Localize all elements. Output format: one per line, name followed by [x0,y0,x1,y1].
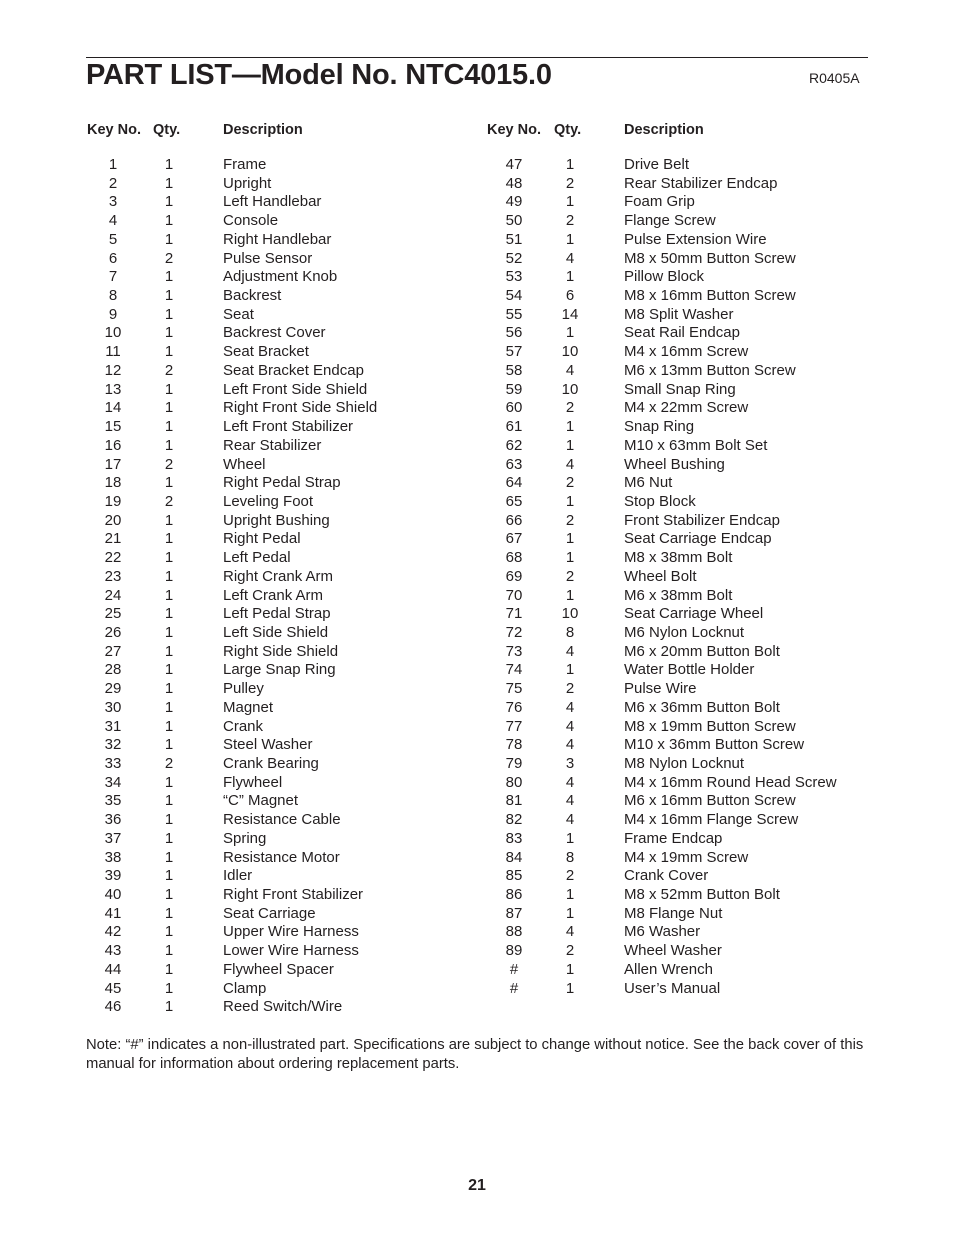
quantity: 4 [565,698,575,716]
part-description: M4 x 16mm Flange Screw [624,811,799,829]
part-description: Crank Cover [624,867,709,885]
key-number: 7 [108,268,118,286]
key-number: 44 [104,960,122,978]
part-description: Right Front Side Shield [223,399,378,417]
quantity: 4 [565,792,575,810]
part-description: Stop Block [624,492,696,510]
part-description: Left Pedal [223,549,291,567]
key-number: 43 [104,942,122,960]
quantity: 2 [565,511,575,529]
quantity: 2 [164,249,174,267]
quantity: 1 [164,511,174,529]
part-description: Pulse Wire [624,680,697,698]
part-description: Foam Grip [624,193,695,211]
part-description: Crank [223,717,264,735]
part-description: Right Crank Arm [223,567,334,585]
key-number: 82 [505,811,523,829]
quantity: 1 [565,324,575,342]
quantity: 1 [164,305,174,323]
key-number: 16 [104,436,122,454]
key-number: 12 [104,361,122,379]
part-description: Pulse Extension Wire [624,230,767,248]
part-description: M4 x 16mm Round Head Screw [624,773,837,791]
quantity: 2 [565,174,575,192]
quantity: 1 [164,717,174,735]
key-number: 84 [505,848,523,866]
part-description: Frame Endcap [624,829,723,847]
part-description: M6 Nylon Locknut [624,623,745,641]
footnote: Note: “#” indicates a non-illustrated part. Specifications are subject to change without notice. See the back cover of this manual for information about ordering replacement parts. [86,1037,864,1072]
key-number: 34 [104,773,122,791]
quantity: 10 [561,605,579,623]
header-key-no: Key No. [487,122,541,138]
quantity: 1 [565,436,575,454]
quantity: 2 [565,867,575,885]
part-description: Upright Bushing [223,511,330,529]
quantity: 1 [164,324,174,342]
quantity: 1 [565,979,575,997]
part-description: Right Front Stabilizer [223,886,364,904]
key-number: 29 [104,680,122,698]
part-description: M6 Washer [624,923,701,941]
part-description: Seat Carriage Endcap [624,530,772,548]
quantity: 1 [164,867,174,885]
quantity: 2 [565,942,575,960]
key-number: # [509,979,519,997]
quantity: 2 [164,492,174,510]
part-description: M10 x 63mm Bolt Set [624,436,768,454]
part-description: “C” Magnet [223,792,299,810]
quantity: 4 [565,717,575,735]
key-number: 67 [505,530,523,548]
part-description: Drive Belt [624,156,690,173]
key-number: 2 [108,174,118,192]
key-number: 25 [104,605,122,623]
quantity: 10 [561,343,579,361]
part-description: M8 x 19mm Button Screw [624,717,796,735]
quantity: 1 [164,380,174,398]
quantity: 1 [164,605,174,623]
key-number: 18 [104,474,122,492]
quantity: 1 [164,773,174,791]
quantity: 4 [565,249,575,267]
key-number: 49 [505,193,523,211]
key-number: 6 [108,249,118,267]
quantity: 4 [565,361,575,379]
header-description: Description [223,122,303,138]
part-description: Right Pedal Strap [223,474,341,492]
key-number: 64 [505,474,523,492]
part-description: Seat [223,305,254,323]
key-number: 63 [505,455,523,473]
key-number: 79 [505,755,523,772]
key-number: 86 [505,886,523,904]
quantity: 1 [164,193,174,211]
part-description: Steel Washer [223,736,313,754]
key-number: 26 [104,623,122,641]
part-description: Spring [223,829,267,847]
key-number: 11 [105,343,121,361]
key-number: 41 [104,904,122,922]
quantity: 1 [565,193,575,211]
part-description: M8 x 38mm Bolt [624,549,733,567]
quantity: 2 [565,399,575,417]
part-description: Allen Wrench [624,960,713,978]
quantity: 6 [565,287,575,305]
part-description: M4 x 16mm Screw [624,343,749,361]
key-number: 36 [104,811,122,829]
quantity: 1 [565,268,575,286]
quantity: 4 [565,455,575,473]
quantity: 1 [164,343,174,361]
key-number: 46 [104,998,122,1016]
quantity: 1 [164,287,174,305]
part-description: Clamp [223,979,267,997]
quantity: 1 [565,960,575,978]
quantity: 1 [164,642,174,660]
key-number: 5 [108,230,118,248]
key-number: 3 [108,193,118,211]
quantity: 4 [565,923,575,941]
quantity: 1 [565,829,575,847]
quantity: 1 [164,792,174,810]
key-number: 21 [104,530,122,548]
key-number: 89 [505,942,523,960]
key-number: 65 [505,492,523,510]
quantity: 1 [565,156,575,173]
part-description: M8 Split Washer [624,305,734,323]
quantity: 2 [164,361,174,379]
key-number: 56 [505,324,523,342]
quantity: 1 [164,942,174,960]
part-description: Right Pedal [223,530,301,548]
part-description: Left Crank Arm [223,586,324,604]
key-number: 61 [505,418,523,436]
quantity: 1 [164,698,174,716]
quantity: 2 [565,212,575,230]
quantity: 1 [565,886,575,904]
quantity: 1 [164,474,174,492]
quantity: 1 [164,418,174,436]
quantity: 1 [164,904,174,922]
part-description: Seat Rail Endcap [624,324,740,342]
part-description: Wheel Bolt [624,567,697,585]
key-number: 14 [104,399,122,417]
part-description: M8 Nylon Locknut [624,755,745,772]
quantity: 1 [164,436,174,454]
part-description: Resistance Motor [223,848,340,866]
quantity: 14 [561,305,579,323]
part-description: M6 x 16mm Button Screw [624,792,796,810]
key-number: 73 [505,642,523,660]
quantity: 1 [164,530,174,548]
part-description: Seat Carriage [223,904,316,922]
quantity: 1 [164,156,174,173]
key-number: 8 [108,287,118,305]
quantity: 1 [164,680,174,698]
key-number: 19 [104,492,122,510]
quantity: 1 [164,549,174,567]
key-number: 24 [104,586,122,604]
part-description: Wheel [223,455,266,473]
quantity: 1 [164,661,174,679]
key-number: 81 [505,792,523,810]
quantity: 8 [565,848,575,866]
quantity: 1 [164,829,174,847]
quantity: 8 [565,623,575,641]
quantity: 4 [565,642,575,660]
key-number: 51 [505,230,523,248]
quantity: 1 [164,998,174,1016]
key-number: 40 [104,886,122,904]
key-number: 22 [104,549,122,567]
key-number: 57 [505,343,523,361]
part-description: Pulse Sensor [223,249,313,267]
part-description: Wheel Washer [624,942,722,960]
key-number: 83 [505,829,523,847]
quantity: 1 [565,230,575,248]
quantity: 1 [164,399,174,417]
key-number: 62 [505,436,523,454]
key-number: 13 [104,380,122,398]
quantity: 1 [164,923,174,941]
part-description: Rear Stabilizer [223,436,322,454]
quantity: 1 [565,904,575,922]
part-description: M6 x 38mm Bolt [624,586,733,604]
key-number: 87 [505,904,523,922]
quantity: 4 [565,736,575,754]
key-number: 39 [104,867,122,885]
quantity: 1 [565,549,575,567]
part-description: Left Front Side Shield [223,380,368,398]
part-description: Right Side Shield [223,642,339,660]
quantity: 1 [164,174,174,192]
part-description: User’s Manual [624,979,721,997]
key-number: 85 [505,867,523,885]
key-number: 1 [108,156,118,173]
quantity: 2 [164,755,174,772]
key-number: 28 [104,661,122,679]
part-description: Idler [223,867,253,885]
part-description: Seat Bracket Endcap [223,361,364,379]
quantity: 1 [565,586,575,604]
part-description: Water Bottle Holder [624,661,755,679]
key-number: 10 [104,324,122,342]
quantity: 4 [565,811,575,829]
quantity: 1 [565,492,575,510]
part-description: Upright [223,174,272,192]
part-description: Left Side Shield [223,623,329,641]
quantity: 1 [164,979,174,997]
part-description: Backrest Cover [223,324,326,342]
part-description: Flywheel [223,773,283,791]
header-description: Description [624,122,704,138]
key-number: 32 [104,736,122,754]
key-number: 17 [104,455,122,473]
header-key-no: Key No. [87,122,141,138]
part-description: Flywheel Spacer [223,960,334,978]
key-number: 48 [505,174,523,192]
key-number: 77 [505,717,523,735]
part-description: Backrest [223,287,282,305]
part-description: Frame [223,156,267,173]
header-qty: Qty. [554,122,582,138]
quantity: 2 [565,567,575,585]
key-number: 53 [505,268,523,286]
part-description: M8 x 50mm Button Screw [624,249,796,267]
key-number: 9 [108,305,118,323]
top-rule [86,57,868,58]
quantity: 1 [164,736,174,754]
part-description: Seat Carriage Wheel [624,605,764,623]
quantity: 1 [164,623,174,641]
part-description: Lower Wire Harness [223,942,359,960]
quantity: 1 [164,230,174,248]
part-description: Left Front Stabilizer [223,418,354,436]
key-number: 80 [505,773,523,791]
page-number: 21 [468,1177,486,1194]
part-description: M8 x 52mm Button Bolt [624,886,780,904]
key-number: 45 [104,979,122,997]
quantity: 1 [565,418,575,436]
quantity: 1 [164,567,174,585]
key-number: 55 [505,305,523,323]
quantity: 2 [164,455,174,473]
key-number: 71 [505,605,523,623]
part-description: Rear Stabilizer Endcap [624,174,778,192]
page-title: PART LIST—Model No. NTC4015.0 [86,59,552,91]
part-description: Crank Bearing [223,755,319,772]
part-description: Resistance Cable [223,811,341,829]
key-number: 4 [108,212,118,230]
key-number: 30 [104,698,122,716]
key-number: 69 [505,567,523,585]
part-description: M6 Nut [624,474,673,492]
part-description: M4 x 22mm Screw [624,399,749,417]
part-description: Leveling Foot [223,492,314,510]
quantity: 1 [164,886,174,904]
part-description: Right Handlebar [223,230,332,248]
key-number: 27 [104,642,122,660]
key-number: 88 [505,923,523,941]
key-number: 35 [104,792,122,810]
part-description: Upper Wire Harness [223,923,359,941]
part-description: M8 x 16mm Button Screw [624,287,796,305]
header-qty: Qty. [153,122,181,138]
part-description: Small Snap Ring [624,380,736,398]
key-number: 70 [505,586,523,604]
key-number: 23 [104,567,122,585]
document-code: R0405A [809,70,860,86]
key-number: 52 [505,249,523,267]
quantity: 1 [164,960,174,978]
part-description: Pillow Block [624,268,705,286]
key-number: 75 [505,680,523,698]
key-number: 37 [104,829,122,847]
key-number: 42 [104,923,122,941]
part-description: Left Handlebar [223,193,322,211]
part-description: Seat Bracket [223,343,309,361]
key-number: 60 [505,399,523,417]
part-description: M6 x 36mm Button Bolt [624,698,780,716]
key-number: 15 [104,418,122,436]
key-number: 31 [104,717,122,735]
quantity: 2 [565,680,575,698]
key-number: 47 [505,156,523,173]
key-number: 58 [505,361,523,379]
part-description: Reed Switch/Wire [223,998,343,1016]
key-number: # [509,960,519,978]
part-description: Pulley [223,680,264,698]
part-description: Large Snap Ring [223,661,336,679]
part-description: M4 x 19mm Screw [624,848,749,866]
quantity: 1 [164,586,174,604]
key-number: 68 [505,549,523,567]
part-description: Wheel Bushing [624,455,725,473]
key-number: 54 [505,287,523,305]
key-number: 72 [505,623,523,641]
part-description: Front Stabilizer Endcap [624,511,780,529]
key-number: 59 [505,380,523,398]
quantity: 4 [565,773,575,791]
key-number: 76 [505,698,523,716]
quantity: 1 [164,848,174,866]
key-number: 78 [505,736,523,754]
quantity: 1 [164,268,174,286]
key-number: 20 [104,511,122,529]
key-number: 74 [505,661,523,679]
part-description: M10 x 36mm Button Screw [624,736,805,754]
part-description: M8 Flange Nut [624,904,723,922]
quantity: 1 [565,530,575,548]
key-number: 66 [505,511,523,529]
key-number: 33 [104,755,122,772]
quantity: 1 [565,661,575,679]
part-description: Magnet [223,698,274,716]
quantity: 1 [164,811,174,829]
quantity: 10 [561,380,579,398]
quantity: 3 [565,755,575,772]
part-description: Left Pedal Strap [223,605,331,623]
key-number: 38 [104,848,122,866]
quantity: 2 [565,474,575,492]
quantity: 1 [164,212,174,230]
part-description: M6 x 13mm Button Screw [624,361,796,379]
part-description: Console [223,212,279,230]
part-description: M6 x 20mm Button Bolt [624,642,780,660]
key-number: 50 [505,212,523,230]
part-description: Flange Screw [624,212,716,230]
part-description: Adjustment Knob [223,268,338,286]
part-description: Snap Ring [624,418,695,436]
